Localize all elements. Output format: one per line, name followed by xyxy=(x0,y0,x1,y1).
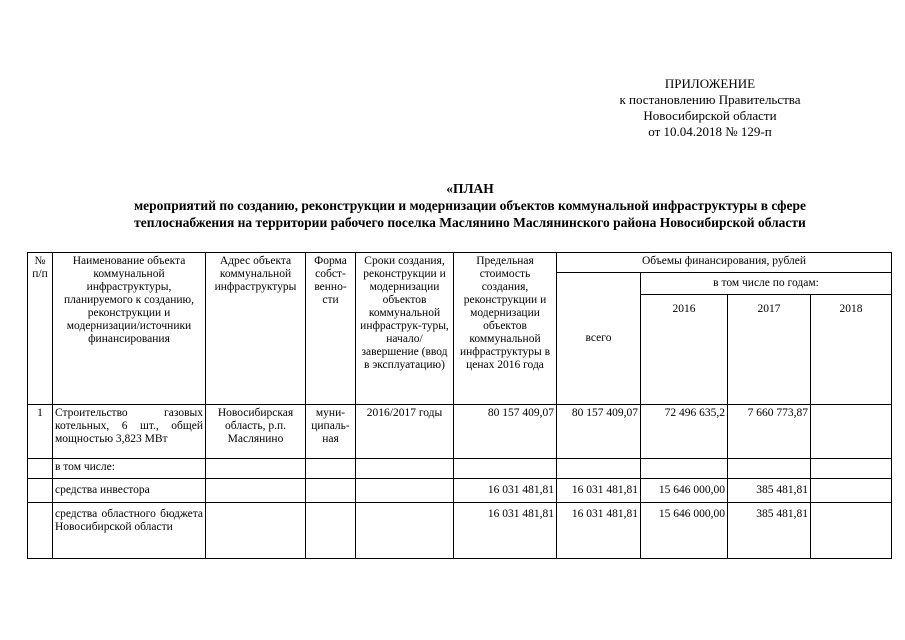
header-funding: Объемы финансирования, рублей xyxy=(557,253,892,273)
cell-total: 80 157 409,07 xyxy=(557,405,641,459)
cell-ownership: муни-ципаль-ная xyxy=(306,405,356,459)
cell-2018 xyxy=(811,503,892,559)
cell-name: средства инвестора xyxy=(53,479,206,503)
cell-2018 xyxy=(811,459,892,479)
header-year-2017: 2017 xyxy=(728,295,811,405)
appendix-decree: к постановлению Правительства xyxy=(619,92,801,107)
cell-ownership xyxy=(306,503,356,559)
cell-cost: 16 031 481,81 xyxy=(454,503,557,559)
cell-address xyxy=(206,503,306,559)
cell-2016: 72 496 635,2 xyxy=(641,405,728,459)
table-row xyxy=(28,503,892,559)
header-cost: Предельная стоимость создания, реконструкции и модернизации объектов коммунальной инфраструктуры в ценах 2016 года xyxy=(454,253,557,405)
header-year-2018: 2018 xyxy=(811,295,892,405)
cell-name: в том числе: xyxy=(53,459,206,479)
header-ownership: Форма собст-венно-сти xyxy=(306,253,356,405)
cell-cost: 16 031 481,81 xyxy=(454,479,557,503)
cell-total: 16 031 481,81 xyxy=(557,479,641,503)
header-num: № п/п xyxy=(28,253,53,405)
cell-total xyxy=(557,459,641,479)
header-terms: Сроки создания, реконструкции и модернизации объектов коммунальной инфраструк-туры, начало/ завершение (ввод в эксплуатацию) xyxy=(356,253,454,405)
cell-2017 xyxy=(728,459,811,479)
table-row xyxy=(28,479,892,503)
cell-terms xyxy=(356,479,454,503)
cell-2017: 7 660 773,87 xyxy=(728,405,811,459)
header-name: Наименование объекта коммунальной инфраструктуры, планируемого к созданию, реконструкции и модернизации/источники финансирования xyxy=(53,253,206,405)
cell-ownership xyxy=(306,479,356,503)
cell-num xyxy=(28,503,53,559)
appendix-header xyxy=(560,76,860,140)
cell-2017: 385 481,81 xyxy=(728,479,811,503)
title-subject-line2: теплоснабжения на территории рабочего поселка Маслянино Маслянинского района Новосибирской области xyxy=(134,215,806,230)
cell-name: средства областного бюджета Новосибирской области xyxy=(53,503,206,559)
cell-address xyxy=(206,459,306,479)
cell-num: 1 xyxy=(28,405,53,459)
cell-num xyxy=(28,479,53,503)
title-plan: «ПЛАН xyxy=(446,181,494,196)
cell-cost xyxy=(454,459,557,479)
appendix-date: от 10.04.2018 № 129-п xyxy=(648,124,772,139)
table-row xyxy=(28,459,892,479)
cell-2016: 15 646 000,00 xyxy=(641,479,728,503)
header-by-years: в том числе по годам: xyxy=(641,273,892,295)
table-row xyxy=(28,405,892,459)
cell-address: Новосибирская область, р.п. Маслянино xyxy=(206,405,306,459)
header-total: всего xyxy=(557,273,641,405)
cell-2016 xyxy=(641,459,728,479)
document-title xyxy=(40,180,900,231)
title-subject-line1: мероприятий по созданию, реконструкции и модернизации объектов коммунальной инфраструктуры в сфере xyxy=(133,198,807,213)
cell-2018 xyxy=(811,479,892,503)
plan-table xyxy=(27,252,892,559)
appendix-region: Новосибирской области xyxy=(643,108,777,123)
cell-total: 16 031 481,81 xyxy=(557,503,641,559)
cell-2016: 15 646 000,00 xyxy=(641,503,728,559)
cell-2018 xyxy=(811,405,892,459)
header-address: Адрес объекта коммунальной инфраструктуры xyxy=(206,253,306,405)
cell-2017: 385 481,81 xyxy=(728,503,811,559)
header-year-2016: 2016 xyxy=(641,295,728,405)
cell-terms xyxy=(356,459,454,479)
appendix-title: ПРИЛОЖЕНИЕ xyxy=(664,76,756,91)
cell-name: Строительство газовых котельных, 6 шт., общей мощностью 3,823 МВт xyxy=(53,405,206,459)
cell-terms: 2016/2017 годы xyxy=(356,405,454,459)
cell-address xyxy=(206,479,306,503)
cell-cost: 80 157 409,07 xyxy=(454,405,557,459)
cell-terms xyxy=(356,503,454,559)
cell-num xyxy=(28,459,53,479)
cell-ownership xyxy=(306,459,356,479)
